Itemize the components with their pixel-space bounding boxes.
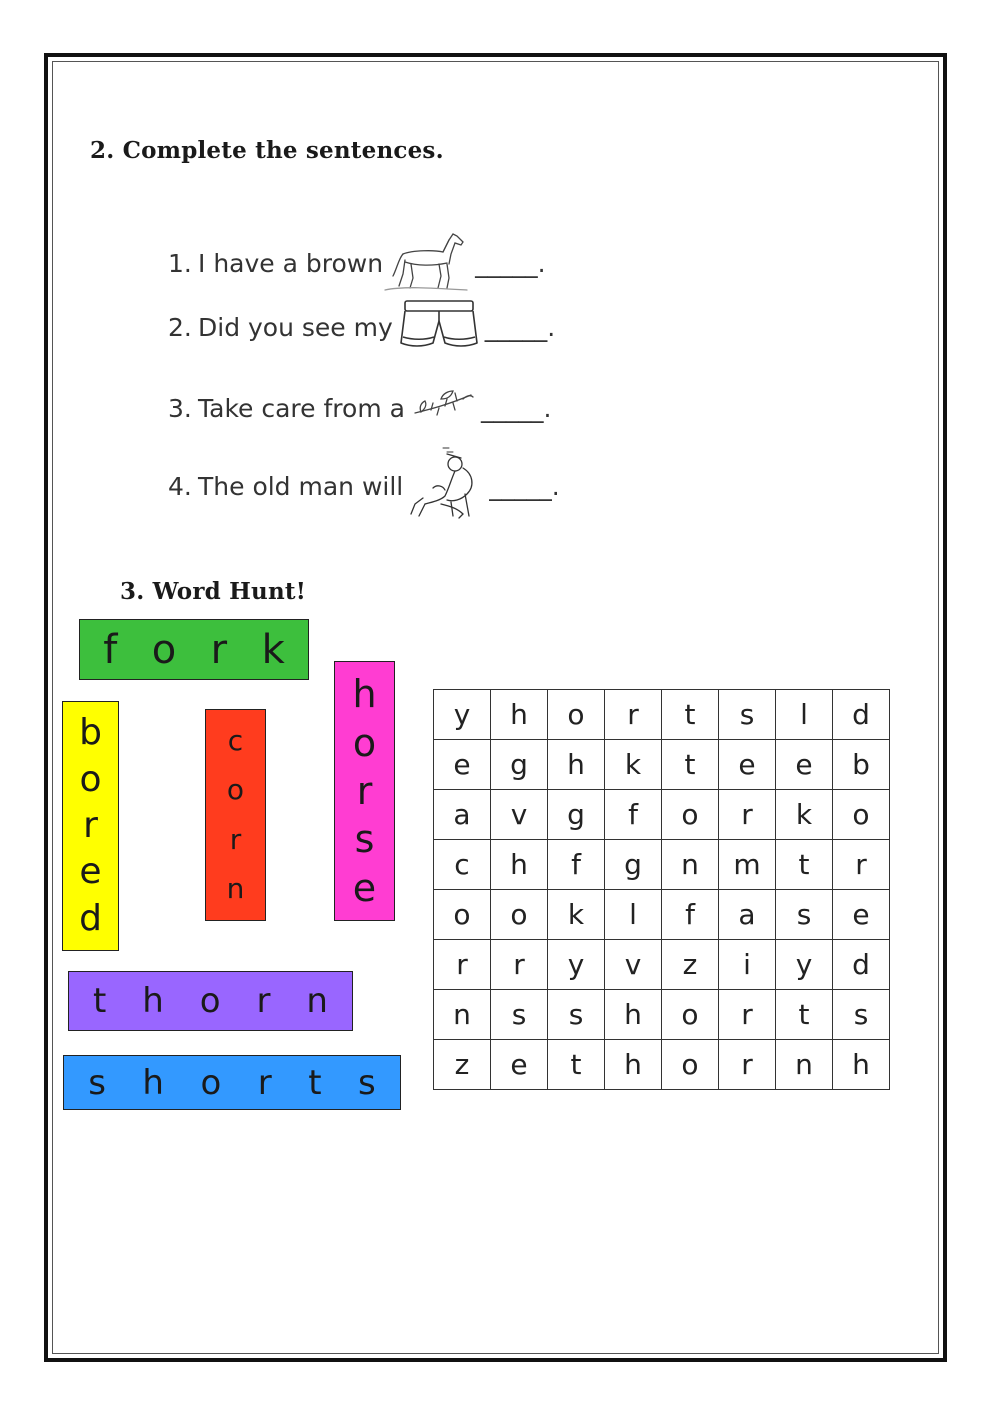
grid-cell[interactable]: r [719, 1040, 776, 1090]
grid-cell[interactable]: s [491, 990, 548, 1040]
grid-cell[interactable]: k [605, 740, 662, 790]
grid-cell[interactable]: g [548, 790, 605, 840]
sentence-4 [168, 456, 560, 516]
grid-row [434, 740, 890, 790]
grid-cell[interactable]: t [662, 740, 719, 790]
grid-cell[interactable]: o [548, 690, 605, 740]
grid-cell[interactable]: e [776, 740, 833, 790]
grid-cell[interactable]: r [434, 940, 491, 990]
grid-row [434, 940, 890, 990]
tile-letter: o [226, 773, 245, 807]
tile-letter: c [227, 723, 244, 757]
grid-cell[interactable]: r [491, 940, 548, 990]
grid-cell[interactable]: o [662, 790, 719, 840]
grid-cell[interactable]: r [605, 690, 662, 740]
tile-letter: o [151, 626, 177, 673]
grid-cell[interactable]: v [491, 790, 548, 840]
tile-letter: h [142, 981, 164, 1021]
word-tile-fork [79, 619, 309, 680]
grid-cell[interactable]: n [662, 840, 719, 890]
sentence-3 [168, 378, 551, 438]
sentence-number: 4. [168, 471, 192, 501]
word-tile-horse [334, 661, 395, 921]
grid-cell[interactable]: t [776, 990, 833, 1040]
grid-cell[interactable]: n [434, 990, 491, 1040]
tile-letter: n [306, 981, 328, 1021]
section-3-title: 3. Word Hunt! [120, 578, 307, 605]
tile-letter: s [354, 817, 375, 862]
grid-row [434, 1040, 890, 1090]
section-2-title: 2. Complete the sentences. [90, 137, 444, 164]
grid-cell[interactable]: d [833, 940, 890, 990]
grid-cell[interactable]: z [662, 940, 719, 990]
grid-cell[interactable]: o [662, 990, 719, 1040]
grid-cell[interactable]: n [776, 1040, 833, 1090]
tile-letter: b [79, 712, 102, 754]
grid-cell[interactable]: o [491, 890, 548, 940]
grid-cell[interactable]: c [434, 840, 491, 890]
grid-cell[interactable]: e [434, 740, 491, 790]
grid-cell[interactable]: y [776, 940, 833, 990]
tile-letter: r [83, 804, 98, 846]
grid-cell[interactable]: r [719, 790, 776, 840]
answer-blank[interactable]: _____. [480, 393, 552, 423]
word-tile-bored [62, 701, 119, 951]
grid-cell[interactable]: f [548, 840, 605, 890]
grid-cell[interactable]: s [776, 890, 833, 940]
tile-letter: o [79, 758, 102, 800]
grid-cell[interactable]: t [548, 1040, 605, 1090]
grid-row [434, 890, 890, 940]
grid-cell[interactable]: a [434, 790, 491, 840]
grid-cell[interactable]: r [833, 840, 890, 890]
grid-cell[interactable]: h [491, 840, 548, 890]
shorts-icon [399, 297, 479, 357]
sentence-text: Take care from a [198, 393, 405, 423]
horse-icon [383, 228, 469, 298]
grid-cell[interactable]: h [605, 990, 662, 1040]
tile-letter: k [261, 626, 285, 673]
tile-letter: d [79, 897, 102, 939]
grid-cell[interactable]: m [719, 840, 776, 890]
grid-cell[interactable]: b [833, 740, 890, 790]
grid-cell[interactable]: i [719, 940, 776, 990]
grid-cell[interactable]: v [605, 940, 662, 990]
tile-letter: s [358, 1062, 376, 1103]
grid-cell[interactable]: s [719, 690, 776, 740]
grid-row [434, 840, 890, 890]
tile-letter: s [88, 1062, 106, 1103]
grid-cell[interactable]: k [776, 790, 833, 840]
word-tile-shorts [63, 1055, 401, 1110]
grid-cell[interactable]: r [719, 990, 776, 1040]
grid-cell[interactable]: e [491, 1040, 548, 1090]
answer-blank[interactable]: _____. [484, 312, 556, 342]
answer-blank[interactable]: _____. [489, 471, 560, 501]
grid-cell[interactable]: k [548, 890, 605, 940]
sentence-number: 1. [168, 248, 192, 278]
sentence-1 [168, 233, 546, 293]
tile-letter: h [142, 1062, 164, 1103]
tile-letter: e [79, 851, 102, 893]
word-tile-thorn [68, 971, 353, 1031]
grid-cell[interactable]: d [833, 690, 890, 740]
grid-cell[interactable]: o [434, 890, 491, 940]
tile-letter: r [256, 981, 271, 1021]
sentence-text: I have a brown [198, 248, 384, 278]
sentence-text: The old man will [198, 471, 404, 501]
grid-cell[interactable]: z [434, 1040, 491, 1090]
grid-row [434, 990, 890, 1040]
tile-letter: h [352, 672, 377, 717]
sentence-number: 2. [168, 312, 192, 342]
tile-letter: f [103, 626, 118, 673]
thorn-branch-icon [411, 383, 475, 433]
grid-cell[interactable]: h [605, 1040, 662, 1090]
grid-cell[interactable]: g [491, 740, 548, 790]
grid-row [434, 790, 890, 840]
tile-letter: o [352, 720, 377, 765]
sleeping-man-icon [403, 444, 483, 528]
sentence-text: Did you see my [198, 312, 393, 342]
grid-cell[interactable]: l [605, 890, 662, 940]
sentence-2 [168, 297, 555, 357]
answer-blank[interactable]: _____. [475, 248, 546, 278]
tile-letter: r [356, 768, 373, 813]
grid-cell[interactable]: h [833, 1040, 890, 1090]
grid-cell[interactable]: s [833, 990, 890, 1040]
grid-cell[interactable]: e [833, 890, 890, 940]
grid-cell[interactable]: h [548, 740, 605, 790]
tile-letter: t [92, 981, 107, 1021]
tile-letter: r [210, 626, 228, 673]
grid-cell[interactable]: f [662, 890, 719, 940]
grid-cell[interactable]: e [719, 740, 776, 790]
tile-letter: n [226, 872, 245, 906]
grid-cell[interactable]: t [776, 840, 833, 890]
sentence-number: 3. [168, 393, 192, 423]
grid-cell[interactable]: o [833, 790, 890, 840]
tile-letter: e [352, 865, 377, 910]
grid-cell[interactable]: y [434, 690, 491, 740]
grid-cell[interactable]: l [776, 690, 833, 740]
tile-letter: t [308, 1062, 322, 1103]
word-search-grid [433, 689, 890, 1090]
grid-row [434, 690, 890, 740]
grid-cell[interactable]: a [719, 890, 776, 940]
grid-cell[interactable]: y [548, 940, 605, 990]
tile-letter: r [229, 822, 242, 856]
grid-cell[interactable]: g [605, 840, 662, 890]
tile-letter: r [257, 1062, 272, 1103]
grid-cell[interactable]: f [605, 790, 662, 840]
word-tile-corn [205, 709, 266, 921]
tile-letter: o [200, 1062, 222, 1103]
grid-cell[interactable]: o [662, 1040, 719, 1090]
tile-letter: o [199, 981, 221, 1021]
grid-cell[interactable]: h [491, 690, 548, 740]
grid-cell[interactable]: s [548, 990, 605, 1040]
grid-cell[interactable]: t [662, 690, 719, 740]
